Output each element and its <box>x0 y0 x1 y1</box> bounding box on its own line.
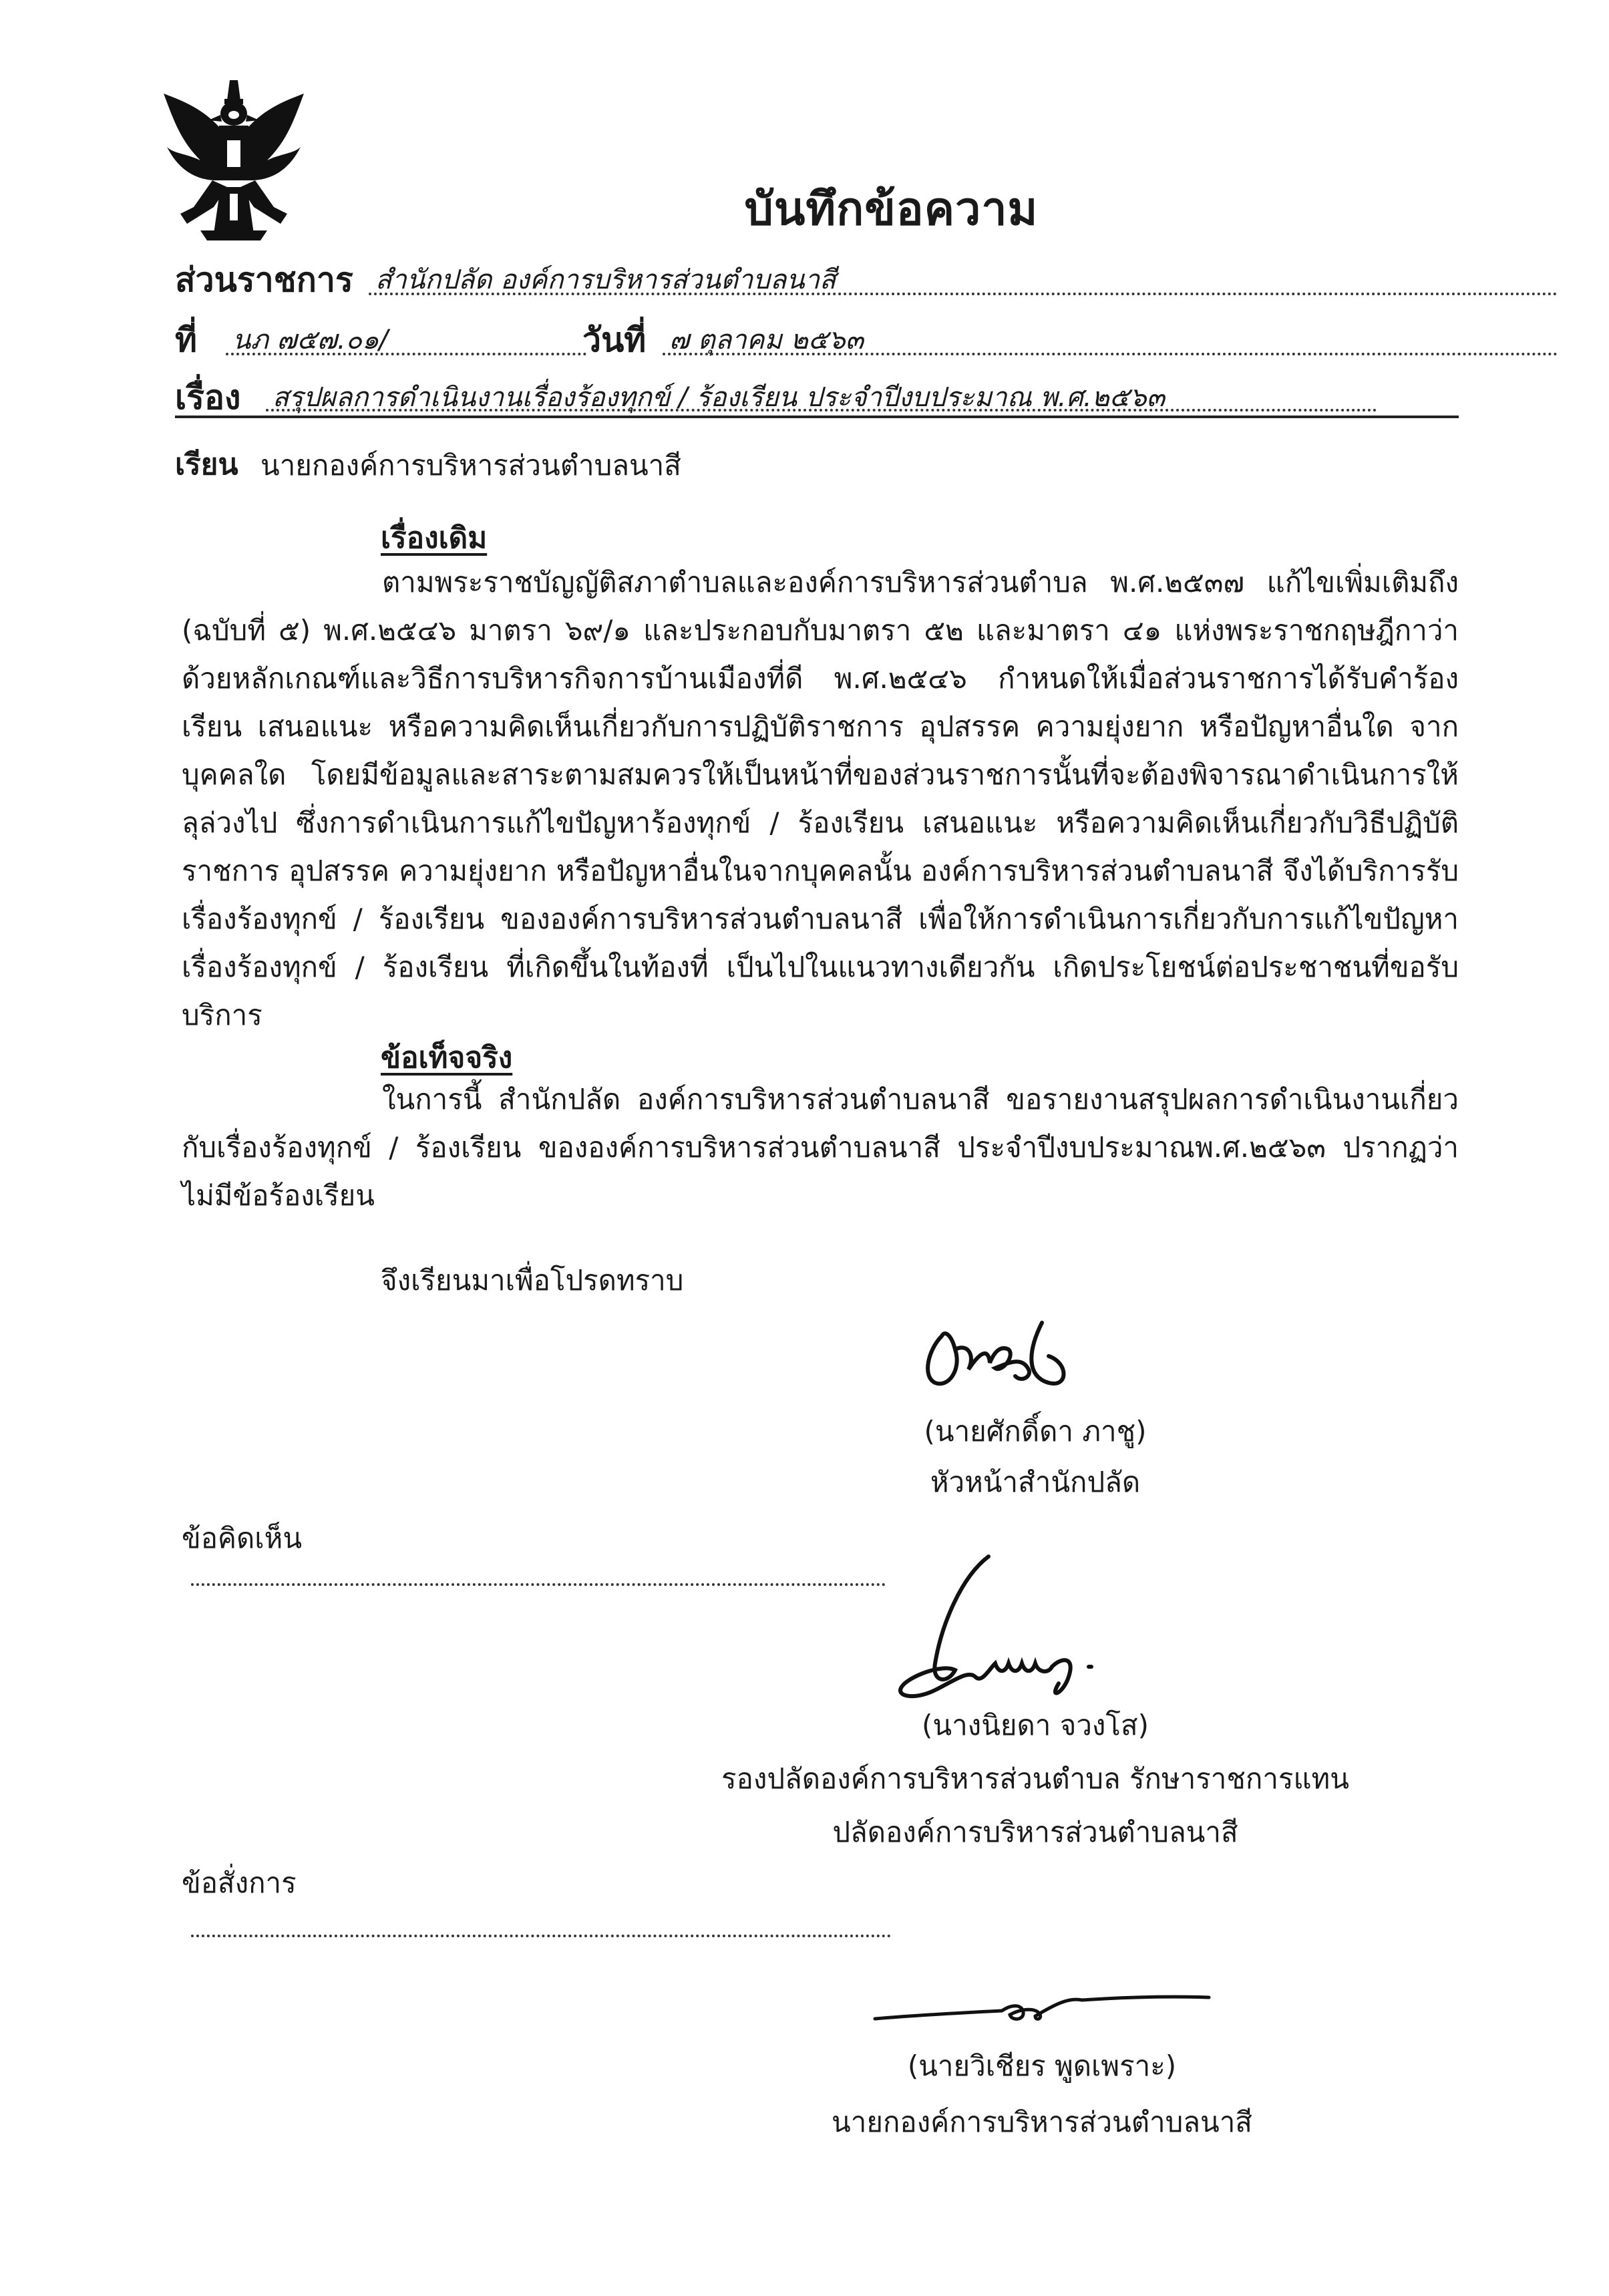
subject-value: สรุปผลการดำเนินงานเรื่องร้องทุกข์ / ร้องเรียน ประจำปีงบประมาณ พ.ศ.๒๕๖๓ <box>273 382 1165 413</box>
department-value: สำนักปลัด องค์การบริหารส่วนตำบลนาสี <box>375 265 836 295</box>
section2-heading: ข้อเท็จจริง <box>381 1041 513 1075</box>
order-label: ข้อสั่งการ <box>182 1866 297 1899</box>
header-department-row <box>175 254 1383 299</box>
header-separator <box>175 416 1459 418</box>
section2-paragraph <box>182 1076 1459 1220</box>
comment-dotted-line <box>191 1583 886 1586</box>
signer3-name: (นายวิเชียร พูดเพราะ) <box>907 2049 1177 2082</box>
ref-value: นภ ๗๕๗.๐๑/ <box>232 325 388 355</box>
section2-body: ในการนี้ สำนักปลัด องค์การบริหารส่วนตำบลนาสี ขอรายงานสรุปผลการดำเนินงานเกี่ยวกับเรื่องร้องทุกข์ / ร้องเรียน ขององค์การบริหารส่วนตำบลนาสี ประจำปีงบประมาณพ.ศ.๒๕๖๓ ปรากฏว่าไม่มีข้อร้องเรียน <box>182 1083 1459 1212</box>
comment-label: ข้อคิดเห็น <box>182 1522 303 1554</box>
signer3-position: นายกองค์การบริหารส่วนตำบลนาสี <box>832 2106 1252 2138</box>
signer2-position-line2: ปลัดองค์การบริหารส่วนตำบลนาสี <box>832 1816 1238 1848</box>
to-label: เรียน <box>175 448 238 482</box>
order-dotted-line <box>191 1935 891 1937</box>
date-label: วันที่ <box>582 321 647 359</box>
section1-paragraph <box>182 558 1459 1039</box>
signer1-name: (นายศักดิ์ดา ภาชู) <box>924 1415 1147 1448</box>
ref-label: ที่ <box>175 321 197 359</box>
dotted-line <box>663 353 1558 355</box>
dotted-line <box>266 409 1377 412</box>
date-value: ๗ ตุลาคม ๒๕๖๓ <box>669 325 864 355</box>
dotted-line <box>226 353 586 355</box>
header-subject-row <box>175 371 1383 417</box>
subject-label: เรื่อง <box>175 378 241 417</box>
signer1-position: หัวหน้าสำนักปลัด <box>930 1466 1141 1498</box>
department-label: ส่วนราชการ <box>175 261 353 299</box>
signer2-name: (นางนิยดา จวงโส) <box>922 1709 1149 1742</box>
section1-heading: เรื่องเดิม <box>381 521 488 555</box>
signature-2-icon <box>888 1550 1142 1706</box>
section1-body: ตามพระราชบัญญัติสภาตำบลและองค์การบริหารส่วนตำบล พ.ศ.๒๕๓๗ แก้ไขเพิ่มเติมถึง (ฉบับที่ ๕) พ.ศ.๒๕๔๖ มาตรา ๖๙/๑ และประกอบกับมาตรา ๕๒ และมาตรา ๔๑ แห่งพระราชกฤษฎีกาว่าด้วยหลักเกณฑ์และวิธีการบริหารกิจการบ้านเมืองที่ดี พ.ศ.๒๕๔๖ กำหนดให้เมื่อส่วนราชการได้รับคำร้องเรียน เสนอแนะ หรือความคิดเห็นเกี่ยวกับการปฏิบัติราชการ อุปสรรค ความยุ่งยาก หรือปัญหาอื่นใด จากบุคคลใด โดยมีข้อมูลและสาระตามสมควรให้เป็นหน้าที่ของส่วนราชการนั้นที่จะต้องพิจารณาดำเนินการให้ลุล่วงไป ซึ่งการดำเนินการแก้ไขปัญหาร้องทุกข์ / ร้องเรียน เสนอแนะ หรือความคิดเห็นเกี่ยวกับวิธีปฏิบัติราชการ อุปสรรค ความยุ่งยาก หรือปัญหาอื่นในจากบุคคลนั้น องค์การบริหารส่วนตำบลนาสี จึงได้บริการรับเรื่องร้องทุกข์ / ร้องเรียน ขององค์การบริหารส่วนตำบลนาสี เพื่อให้การดำเนินการเกี่ยวกับการแก้ไขปัญหาเรื่องร้องทุกข์ / ร้องเรียน ที่เกิดขึ้นในท้องที่ เป็นไปในแนวทางเดียวกัน เกิดประโยชน์ต่อประชาชนที่ขอรับบริการ <box>182 566 1459 1031</box>
signer2-position-line1: รองปลัดองค์การบริหารส่วนตำบล รักษาราชการแทน <box>721 1762 1349 1795</box>
dotted-line <box>369 293 1558 295</box>
document-title: บันทึกข้อความ <box>744 183 1039 236</box>
signature-1-icon <box>915 1309 1089 1412</box>
header-ref-row <box>175 314 1383 359</box>
closing-text: จึงเรียนมาเพื่อโปรดทราบ <box>381 1264 684 1297</box>
to-value: นายกองค์การบริหารส่วนตำบลนาสี <box>260 449 681 482</box>
signature-3-icon <box>868 1977 1216 2033</box>
